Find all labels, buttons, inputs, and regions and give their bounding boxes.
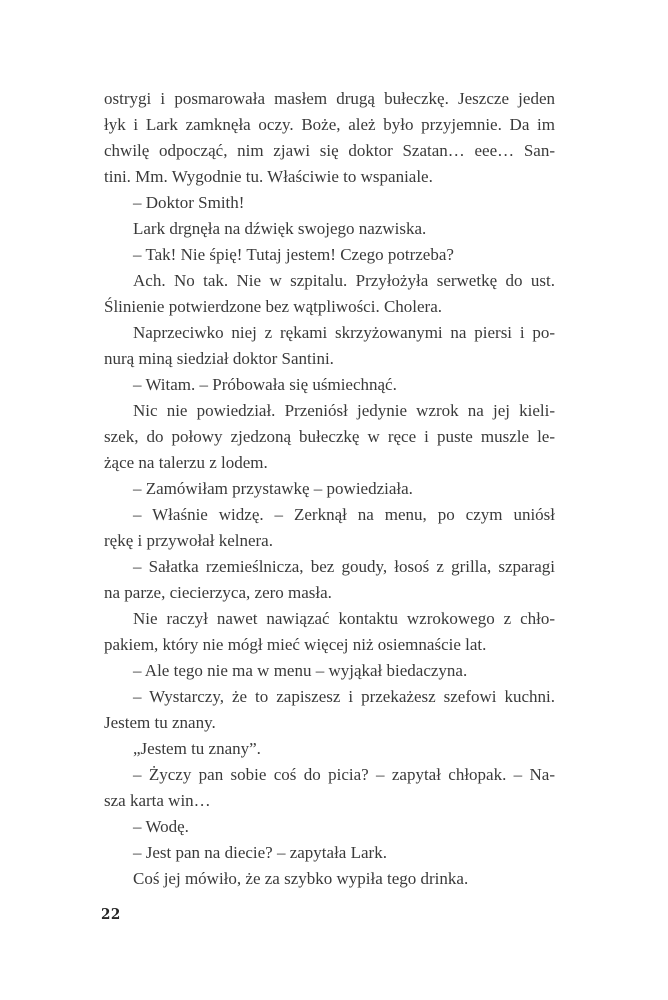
text-line: – Doktor Smith!: [133, 193, 245, 212]
text-line: – Właśnie widzę. – Zerknął na menu, po czym uniósł: [133, 505, 555, 524]
text-line: – Sałatka rzemieślnicza, bez goudy, łosoś z grilla, szparagi: [133, 557, 555, 576]
text-line: – Witam. – Próbowała się uśmiechnąć.: [133, 375, 397, 394]
text-line: pakiem, który nie mógł mieć więcej niż osiemnaście lat.: [104, 635, 487, 654]
text-line: rękę i przywołał kelnera.: [104, 531, 273, 550]
text-line: – Wodę.: [133, 817, 189, 836]
text-line: szek, do połowy zjedzoną bułeczkę w ręce i puste muszle le-: [104, 427, 555, 446]
text-line: Lark drgnęła na dźwięk swojego nazwiska.: [133, 219, 427, 238]
text-line: łyk i Lark zamknęła oczy. Boże, ależ było przyjemnie. Da im: [104, 115, 555, 134]
body-text: [104, 86, 555, 892]
text-line: – Zamówiłam przystawkę – powiedziała.: [133, 479, 413, 498]
text-line: żące na talerzu z lodem.: [104, 453, 268, 472]
text-line: na parze, ciecierzyca, zero masła.: [104, 583, 332, 602]
text-line: chwilę odpocząć, nim zjawi się doktor Szatan… eee… San-: [104, 141, 555, 160]
text-line: ostrygi i posmarowała masłem drugą bułeczkę. Jeszcze jeden: [104, 89, 555, 108]
text-line: Naprzeciwko niej z rękami skrzyżowanymi na piersi i po-: [133, 323, 555, 342]
text-line: Ślinienie potwierdzone bez wątpliwości. Cholera.: [104, 297, 443, 316]
text-line: Coś jej mówiło, że za szybko wypiła tego drinka.: [133, 869, 469, 888]
page-number: 22: [101, 905, 121, 923]
text-line: Nic nie powiedział. Przeniósł jedynie wzrok na jej kieli-: [133, 401, 555, 420]
text-line: – Ale tego nie ma w menu – wyjąkał biedaczyna.: [133, 661, 468, 680]
text-line: Ach. No tak. Nie w szpitalu. Przyłożyła serwetkę do ust.: [133, 271, 555, 290]
text-line: – Jest pan na diecie? – zapytała Lark.: [133, 843, 387, 862]
text-line: nurą miną siedział doktor Santini.: [104, 349, 334, 368]
text-line: sza karta win…: [104, 791, 211, 810]
text-line: „Jestem tu znany”.: [133, 739, 261, 758]
text-line: – Życzy pan sobie coś do picia? – zapytał chłopak. – Na-: [133, 765, 555, 784]
text-line: Jestem tu znany.: [104, 713, 216, 732]
text-line: – Tak! Nie śpię! Tutaj jestem! Czego potrzeba?: [133, 245, 454, 264]
text-line: – Wystarczy, że to zapiszesz i przekażesz szefowi kuchni.: [133, 687, 555, 706]
text-line: Nie raczył nawet nawiązać kontaktu wzrokowego z chło-: [133, 609, 555, 628]
text-line: tini. Mm. Wygodnie tu. Właściwie to wspaniale.: [104, 167, 433, 186]
